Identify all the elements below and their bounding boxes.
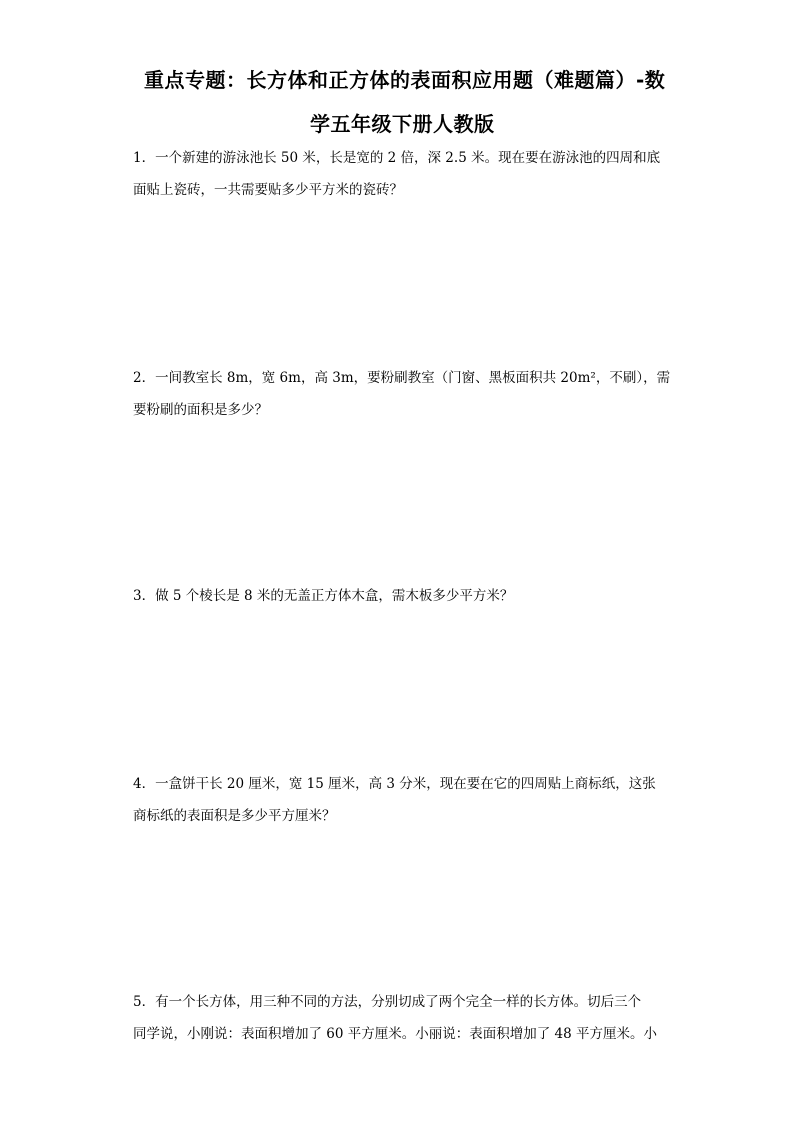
question-2-line-2: 要粉刷的面积是多少？ <box>133 402 268 418</box>
question-1 <box>133 142 673 206</box>
question-2 <box>133 362 673 426</box>
question-1-line-1: 1．一个新建的游泳池长 50 米，长是宽的 2 倍，深 2.5 米。现在要在游泳池的四周和底 <box>133 150 661 166</box>
question-1-line-2: 面贴上瓷砖，一共需要贴多少平方米的瓷砖？ <box>133 182 403 198</box>
question-3 <box>133 580 673 612</box>
question-5-line-1: 5．有一个长方体，用三种不同的方法，分别切成了两个完全一样的长方体。切后三个 <box>133 994 642 1010</box>
question-4 <box>133 768 673 832</box>
question-4-line-2: 商标纸的表面积是多少平方厘米？ <box>133 808 336 824</box>
page-title-line-2: 学五年级下册人教版 <box>310 112 495 136</box>
page-title-line-1: 重点专题：长方体和正方体的表面积应用题（难题篇）-数 <box>144 68 666 92</box>
question-2-line-1: 2．一间教室长 8m，宽 6m，高 3m，要粉刷教室（门窗、黑板面积共 20m²，不刷），需 <box>133 370 671 386</box>
question-5 <box>133 986 673 1050</box>
question-3-line-1: 3．做 5 个棱长是 8 米的无盖正方体木盒，需木板多少平方米？ <box>133 588 514 604</box>
question-5-line-2: 同学说，小刚说：表面积增加了 60 平方厘米。小丽说：表面积增加了 48 平方厘米。小 <box>133 1026 658 1042</box>
question-4-line-1: 4．一盒饼干长 20 厘米，宽 15 厘米，高 3 分米，现在要在它的四周贴上商标纸，这张 <box>133 776 656 792</box>
